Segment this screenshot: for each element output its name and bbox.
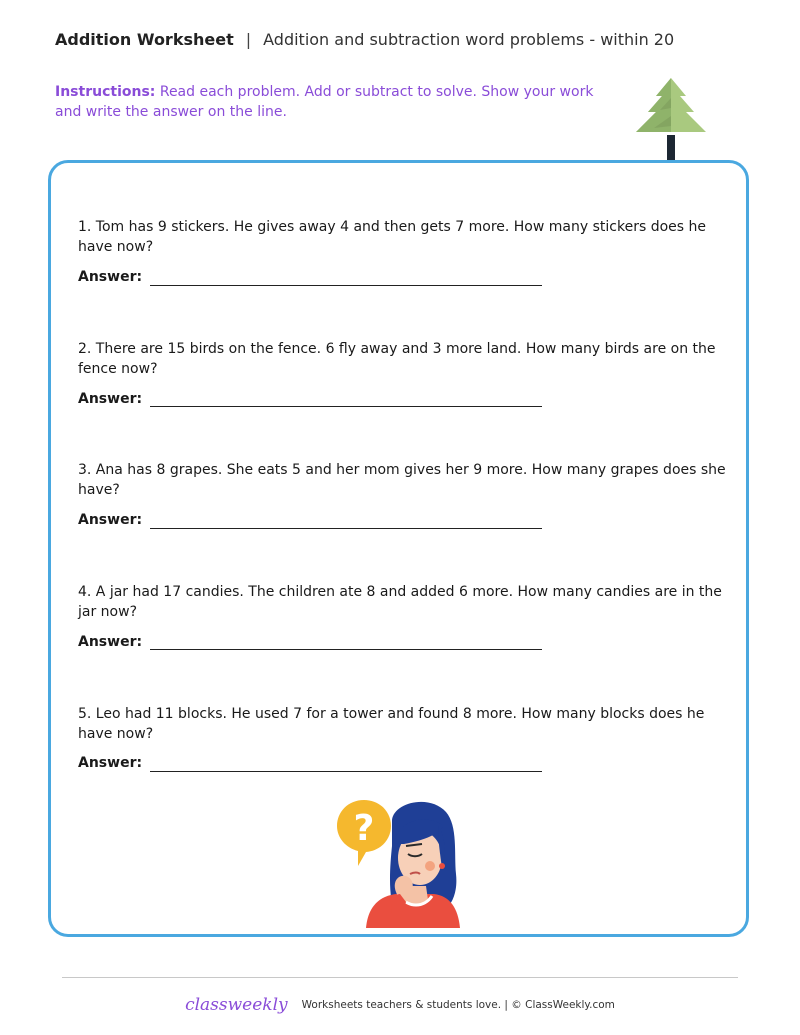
header-separator: | bbox=[245, 30, 252, 49]
worksheet-title: Addition Worksheet bbox=[55, 30, 234, 49]
footer-text: Worksheets teachers & students love. | © ClassWeekly.com bbox=[301, 999, 615, 1011]
answer-label-1: Answer: bbox=[78, 269, 143, 285]
svg-text:?: ? bbox=[353, 808, 375, 849]
answer-label-4: Answer: bbox=[78, 634, 143, 650]
problem-1-text: 1. Tom has 9 stickers. He gives away 4 and then gets 7 more. How many stickers does he have now? bbox=[78, 219, 706, 255]
instructions-text: Read each problem. Add or subtract to solve. Show your work and write the answer on the line. bbox=[55, 84, 594, 120]
footer bbox=[0, 995, 800, 1015]
problem-5 bbox=[78, 704, 728, 744]
answer-line-5[interactable] bbox=[150, 771, 542, 772]
problem-2-text: 2. There are 15 birds on the fence. 6 fly away and 3 more land. How many birds are on the fence now? bbox=[78, 341, 716, 377]
instructions bbox=[55, 82, 615, 122]
problem-3 bbox=[78, 460, 728, 500]
problem-3-text: 3. Ana has 8 grapes. She eats 5 and her mom gives her 9 more. How many grapes does she have? bbox=[78, 462, 726, 498]
answer-line-2[interactable] bbox=[150, 406, 542, 407]
answer-line-1[interactable] bbox=[150, 285, 542, 286]
problem-5-text: 5. Leo had 11 blocks. He used 7 for a tower and found 8 more. How many blocks does he have now? bbox=[78, 706, 705, 742]
classweekly-logo[interactable]: classweekly bbox=[185, 995, 288, 1015]
problem-1 bbox=[78, 217, 728, 257]
answer-label-2: Answer: bbox=[78, 391, 143, 407]
worksheet-subtitle: Addition and subtraction word problems - within 20 bbox=[263, 30, 675, 49]
answer-label-3: Answer: bbox=[78, 512, 143, 528]
answer-line-4[interactable] bbox=[150, 649, 542, 650]
problem-4 bbox=[78, 582, 728, 622]
answer-label-5: Answer: bbox=[78, 755, 143, 771]
instructions-label: Instructions: bbox=[55, 84, 156, 100]
problem-4-text: 4. A jar had 17 candies. The children ate 8 and added 6 more. How many candies are in the jar now? bbox=[78, 584, 722, 620]
problem-2 bbox=[78, 339, 728, 379]
footer-divider bbox=[62, 977, 738, 978]
worksheet-header bbox=[55, 30, 674, 50]
thinking-girl-question-mark-icon bbox=[334, 796, 464, 928]
answer-line-3[interactable] bbox=[150, 528, 542, 529]
